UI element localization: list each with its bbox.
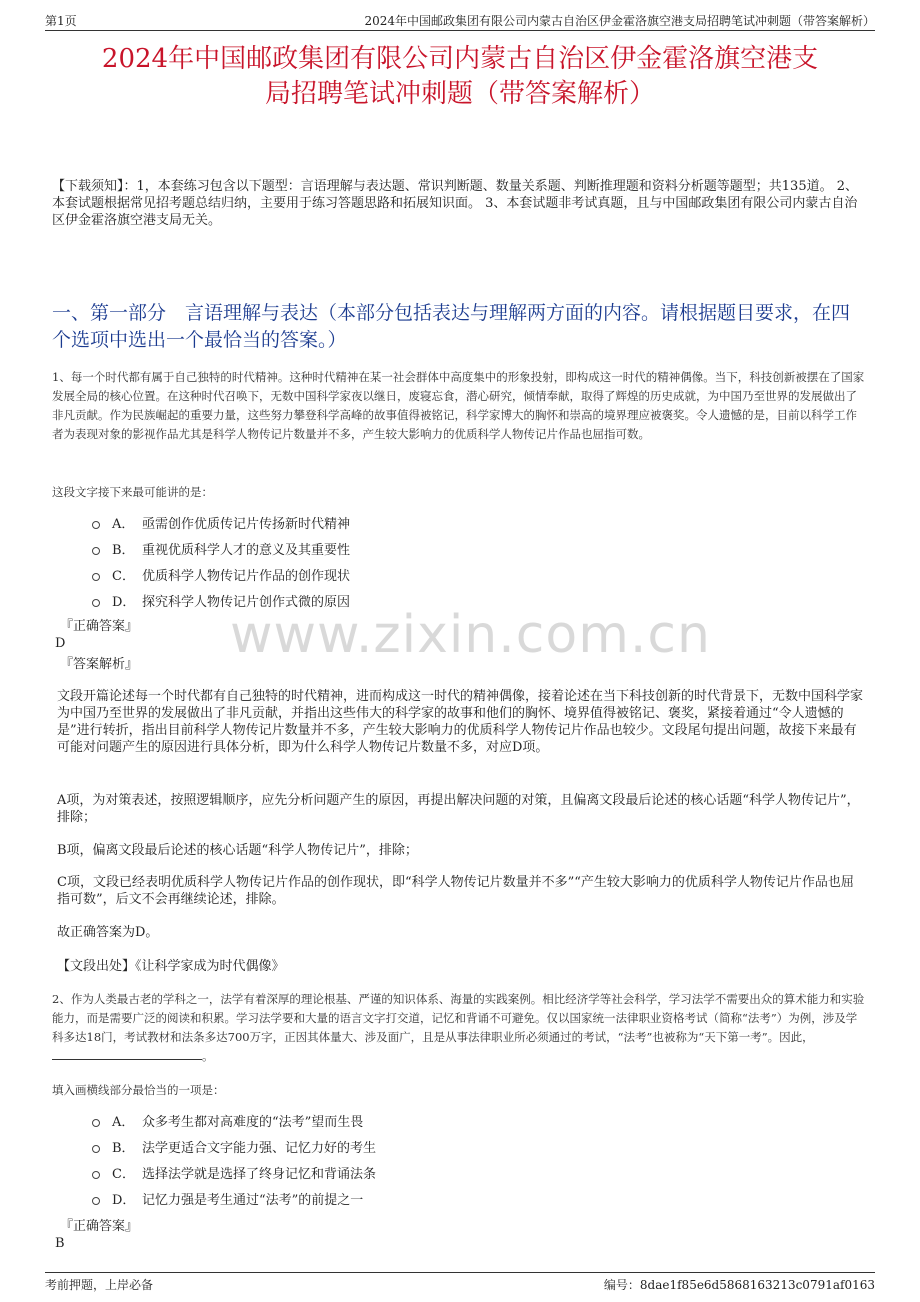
question-2-options [92, 1110, 376, 1214]
analysis-paragraph: B项，偏离文段最后论述的核心话题“科学人物传记片”，排除； [57, 843, 418, 858]
page-header [45, 12, 875, 31]
question-1-prompt: 这段文字接下来最可能讲的是： [52, 485, 213, 499]
question-2-prompt: 填入画横线部分最恰当的一项是： [52, 1083, 225, 1097]
fill-blank [52, 1047, 202, 1060]
correct-answer-label: 『正确答案』 [60, 619, 139, 634]
correct-answer-value: B [55, 1236, 65, 1251]
analysis-paragraph: 文段开篇论述每一个时代都有自己独特的时代精神，进而构成这一时代的精神偶像，接着论述在当下科技创新的时代背景下，无数中国科学家为中国乃至世界的发展做出了非凡贡献，并指出这些伟大的科学家的故事和他们的胸怀、境界值得被铭记、褒奖，紧接着通过“令人遗憾的是”进行转折，指出目前科学人物传记片数量并不多，产生较大影响力的优质科学人物传记片作品也较少。文段尾句提出问题，故接下来最有可能对问题产生的原因进行具体分析，即为什么科学人物传记片数量不多，对应D项。 [57, 689, 864, 755]
radio-icon[interactable] [92, 599, 100, 607]
correct-answer-label: 『正确答案』 [60, 1219, 139, 1234]
source-citation: 【文段出处】《让科学家成为时代偶像》 [57, 959, 285, 974]
watermark: www.zixin.com.cn [230, 605, 711, 665]
radio-icon[interactable] [92, 1119, 100, 1127]
download-notice: 【下载须知】：1，本套练习包含以下题型：言语理解与表达题、常识判断题、数量关系题、判断推理题和资料分析题等题型；共135道。 2、本套试题根据常见招考题总结归纳，主要用于练习答题思路和拓展知识面。 3、本套试题非考试真题，且与中国邮政集团有限公司内蒙古自治区伊金霍洛旗空港支局无关。 [52, 179, 858, 228]
question-1-text: 1、每一个时代都有属于自己独特的时代精神。这种时代精神在某一社会群体中高度集中的形象投射，即构成这一时代的精神偶像。当下，科技创新被摆在了国家发展全局的核心位置。在这种时代召唤下，无数中国科学家夜以继日，废寝忘食，潜心研究，倾情奉献，取得了辉煌的历史成就，为中国乃至世界的发展做出了非凡贡献。作为民族崛起的重要力量，这些努力攀登科学高峰的故事值得被铭记，科学家博大的胸怀和崇高的境界理应被褒奖。令人遗憾的是，目前以科学工作者为表现对象的影视作品尤其是科学人物传记片数量并不多，产生较大影响力的优质科学人物传记片作品也屈指可数。 [52, 370, 865, 441]
option-a[interactable]: A． 亟需创作优质传记片传扬新时代精神 [92, 512, 350, 538]
option-c[interactable]: C． 优质科学人物传记片作品的创作现状 [92, 564, 350, 590]
question-2-text: 2、作为人类最古老的学科之一，法学有着深厚的理论根基、严谨的知识体系、海量的实践案例。相比经济学等社会科学，学习法学不需要出众的算术能力和实验能力，而是需要广泛的阅读和积累。学习法学要和大量的语言文字打交道，记忆和背诵不可避免。仅以国家统一法律职业资格考试（简称“法考”）为例，涉及学科多达18门，考试教材和法条多达700万字，正因其体量大、涉及面广，且是从事法律职业所必须通过的考试，“法考”也被称为“天下第一考”。因此，。 [52, 992, 865, 1063]
analysis-paragraph: C项，文段已经表明优质科学人物传记片作品的创作现状，即“科学人物传记片数量并不多”“产生较大影响力的优质科学人物传记片作品也屈指可数”，后文不会再继续论述，排除。 [57, 875, 854, 907]
analysis-paragraph: 故正确答案为D。 [57, 925, 159, 940]
radio-icon[interactable] [92, 521, 100, 529]
footer-doc-id: 编号：8dae1f85e6d5868163213c0791af0163 [603, 1278, 875, 1292]
option-d[interactable]: D． 探究科学人物传记片创作式微的原因 [92, 590, 350, 616]
radio-icon[interactable] [92, 1197, 100, 1205]
radio-icon[interactable] [92, 547, 100, 555]
footer-slogan: 考前押题，上岸必备 [45, 1278, 154, 1292]
page-number: 第1页 [45, 14, 77, 28]
title-line-2: 局招聘笔试冲刺题（带答案解析） [264, 79, 655, 109]
analysis-paragraph: A项，为对策表述，按照逻辑顺序，应先分析问题产生的原因，再提出解决问题的对策，且偏离文段最后论述的核心话题“科学人物传记片”，排除； [57, 793, 860, 825]
option-d[interactable]: D． 记忆力强是考生通过“法考”的前提之一 [92, 1188, 376, 1214]
radio-icon[interactable] [92, 573, 100, 581]
title-line-1: 2024年中国邮政集团有限公司内蒙古自治区伊金霍洛旗空港支 [101, 44, 819, 74]
question-1-options [92, 512, 350, 616]
option-c[interactable]: C． 选择法学就是选择了终身记忆和背诵法条 [92, 1162, 376, 1188]
option-a[interactable]: A． 众多考生都对高难度的“法考”望而生畏 [92, 1110, 376, 1136]
document-title [45, 42, 875, 112]
correct-answer-value: D [55, 636, 66, 651]
radio-icon[interactable] [92, 1171, 100, 1179]
option-b[interactable]: B． 法学更适合文字能力强、记忆力好的考生 [92, 1136, 376, 1162]
analysis-label: 『答案解析』 [60, 657, 139, 672]
section-title: 一、第一部分 言语理解与表达（本部分包括表达与理解两方面的内容。请根据题目要求，在四个选项中选出一个最恰当的答案。） [52, 302, 851, 351]
option-b[interactable]: B． 重视优质科学人才的意义及其重要性 [92, 538, 350, 564]
header-doc-title: 2024年中国邮政集团有限公司内蒙古自治区伊金霍洛旗空港支局招聘笔试冲刺题（带答案解析） [364, 14, 875, 28]
radio-icon[interactable] [92, 1145, 100, 1153]
page-footer [45, 1272, 875, 1292]
